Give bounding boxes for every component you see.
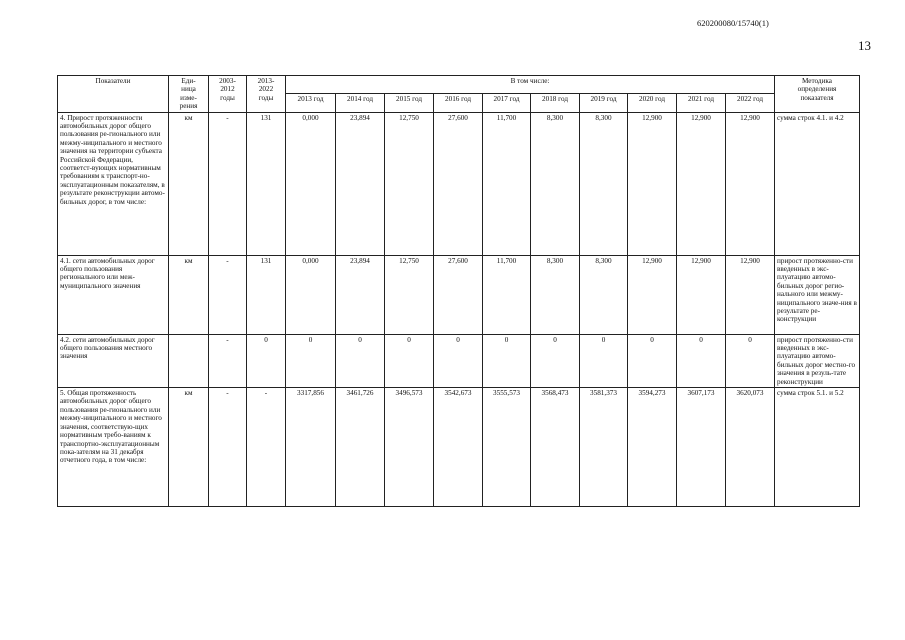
row-value: 3568,473 bbox=[531, 388, 580, 507]
row-value: 12,750 bbox=[385, 255, 434, 334]
row-value: 12,750 bbox=[385, 112, 434, 255]
header-year: 2022 год bbox=[726, 94, 775, 112]
row-value: 0 bbox=[531, 334, 580, 387]
row-value: 3581,373 bbox=[580, 388, 628, 507]
header-2003-2012: 2003- 2012 годы bbox=[209, 76, 247, 113]
row-2013-2022: 0 bbox=[247, 334, 286, 387]
row-indicator: 5. Общая протяженность автомобильных дорог общего пользования ре-гионального или межму-ниципального и местного значения, соответствую-щих нормативным требо-ваниям к транспортно-эксплуатационным пока-зателям на 31 декабря отчетного года, в том числе: bbox=[58, 388, 169, 507]
row-value: 12,900 bbox=[677, 112, 726, 255]
page-number: 13 bbox=[858, 38, 871, 53]
table-row bbox=[58, 112, 860, 255]
row-value: 8,300 bbox=[531, 255, 580, 334]
row-value: 3317,856 bbox=[286, 388, 336, 507]
row-value: 12,900 bbox=[726, 112, 775, 255]
header-year: 2019 год bbox=[580, 94, 628, 112]
row-value: 23,894 bbox=[336, 255, 385, 334]
row-unit: км bbox=[169, 388, 209, 507]
row-value: 0 bbox=[286, 334, 336, 387]
row-value: 3461,726 bbox=[336, 388, 385, 507]
row-2003-2012: - bbox=[209, 112, 247, 255]
row-indicator: 4.2. сети автомобильных дорог общего пользования местного значения bbox=[58, 334, 169, 387]
row-value: 3496,573 bbox=[385, 388, 434, 507]
row-value: 0 bbox=[385, 334, 434, 387]
row-2003-2012: - bbox=[209, 334, 247, 387]
header-including: В том числе: bbox=[286, 76, 775, 94]
row-2013-2022: 131 bbox=[247, 112, 286, 255]
header-year: 2020 год bbox=[628, 94, 677, 112]
header-year: 2018 год bbox=[531, 94, 580, 112]
table-row bbox=[58, 334, 860, 387]
row-value: 0 bbox=[628, 334, 677, 387]
row-value: 3542,673 bbox=[434, 388, 483, 507]
header-year: 2013 год bbox=[286, 94, 336, 112]
row-value: 12,900 bbox=[677, 255, 726, 334]
row-value: 0,000 bbox=[286, 255, 336, 334]
header-year: 2016 год bbox=[434, 94, 483, 112]
indicators-table bbox=[57, 75, 860, 507]
row-value: 11,700 bbox=[483, 112, 531, 255]
header-year: 2015 год bbox=[385, 94, 434, 112]
row-value: 8,300 bbox=[580, 255, 628, 334]
row-indicator: 4.1. сети автомобильных дорог общего пользования регионального или меж-муниципального значения bbox=[58, 255, 169, 334]
row-method: прирост протяженно-сти введенных в экс-плуатацию автомо-бильных дорог местно-го значения в резуль-тате реконструкции bbox=[775, 334, 860, 387]
row-value: 27,600 bbox=[434, 255, 483, 334]
table-row bbox=[58, 255, 860, 334]
row-value: 0 bbox=[483, 334, 531, 387]
row-value: 23,894 bbox=[336, 112, 385, 255]
row-method: прирост протяженно-сти введенных в экс-плуатацию автомо-бильных дорог регио-нального или межму-ниципального значе-ния в результате ре-конструкции bbox=[775, 255, 860, 334]
document-id: 620200080/15740(1) bbox=[697, 18, 769, 28]
header-row-1 bbox=[58, 76, 860, 94]
header-year: 2021 год bbox=[677, 94, 726, 112]
row-unit bbox=[169, 334, 209, 387]
row-value: 12,900 bbox=[628, 112, 677, 255]
row-value: 12,900 bbox=[628, 255, 677, 334]
row-unit: км bbox=[169, 112, 209, 255]
row-value: 0 bbox=[677, 334, 726, 387]
row-indicator: 4. Прирост протяженности автомобильных дорог общего пользования ре-гионального или межму-ниципального и местного значения на территории субъекта Российской Федерации, соответст-вующих нормативным требованиям к транспорт-но-эксплуатационным показателям, в результате реконструкции автомо-бильных дорог, в том числе: bbox=[58, 112, 169, 255]
table-row bbox=[58, 388, 860, 507]
row-value: 12,900 bbox=[726, 255, 775, 334]
row-unit: км bbox=[169, 255, 209, 334]
row-value: 0 bbox=[726, 334, 775, 387]
row-2013-2022: - bbox=[247, 388, 286, 507]
header-year: 2017 год bbox=[483, 94, 531, 112]
row-value: 27,600 bbox=[434, 112, 483, 255]
header-year: 2014 год bbox=[336, 94, 385, 112]
row-value: 8,300 bbox=[531, 112, 580, 255]
row-value: 3620,073 bbox=[726, 388, 775, 507]
row-2013-2022: 131 bbox=[247, 255, 286, 334]
row-2003-2012: - bbox=[209, 255, 247, 334]
row-value: 0 bbox=[434, 334, 483, 387]
row-method: сумма строк 5.1. и 5.2 bbox=[775, 388, 860, 507]
row-value: 3594,273 bbox=[628, 388, 677, 507]
row-value: 3555,573 bbox=[483, 388, 531, 507]
row-2003-2012: - bbox=[209, 388, 247, 507]
row-value: 0 bbox=[580, 334, 628, 387]
row-value: 0 bbox=[336, 334, 385, 387]
row-value: 11,700 bbox=[483, 255, 531, 334]
row-value: 3607,173 bbox=[677, 388, 726, 507]
header-unit: Еди- ница изме- рения bbox=[169, 76, 209, 113]
row-value: 8,300 bbox=[580, 112, 628, 255]
row-value: 0,000 bbox=[286, 112, 336, 255]
row-method: сумма строк 4.1. и 4.2 bbox=[775, 112, 860, 255]
header-2013-2022: 2013- 2022 годы bbox=[247, 76, 286, 113]
header-indicator: Показатели bbox=[58, 76, 169, 113]
header-method: Методика определения показателя bbox=[775, 76, 860, 113]
